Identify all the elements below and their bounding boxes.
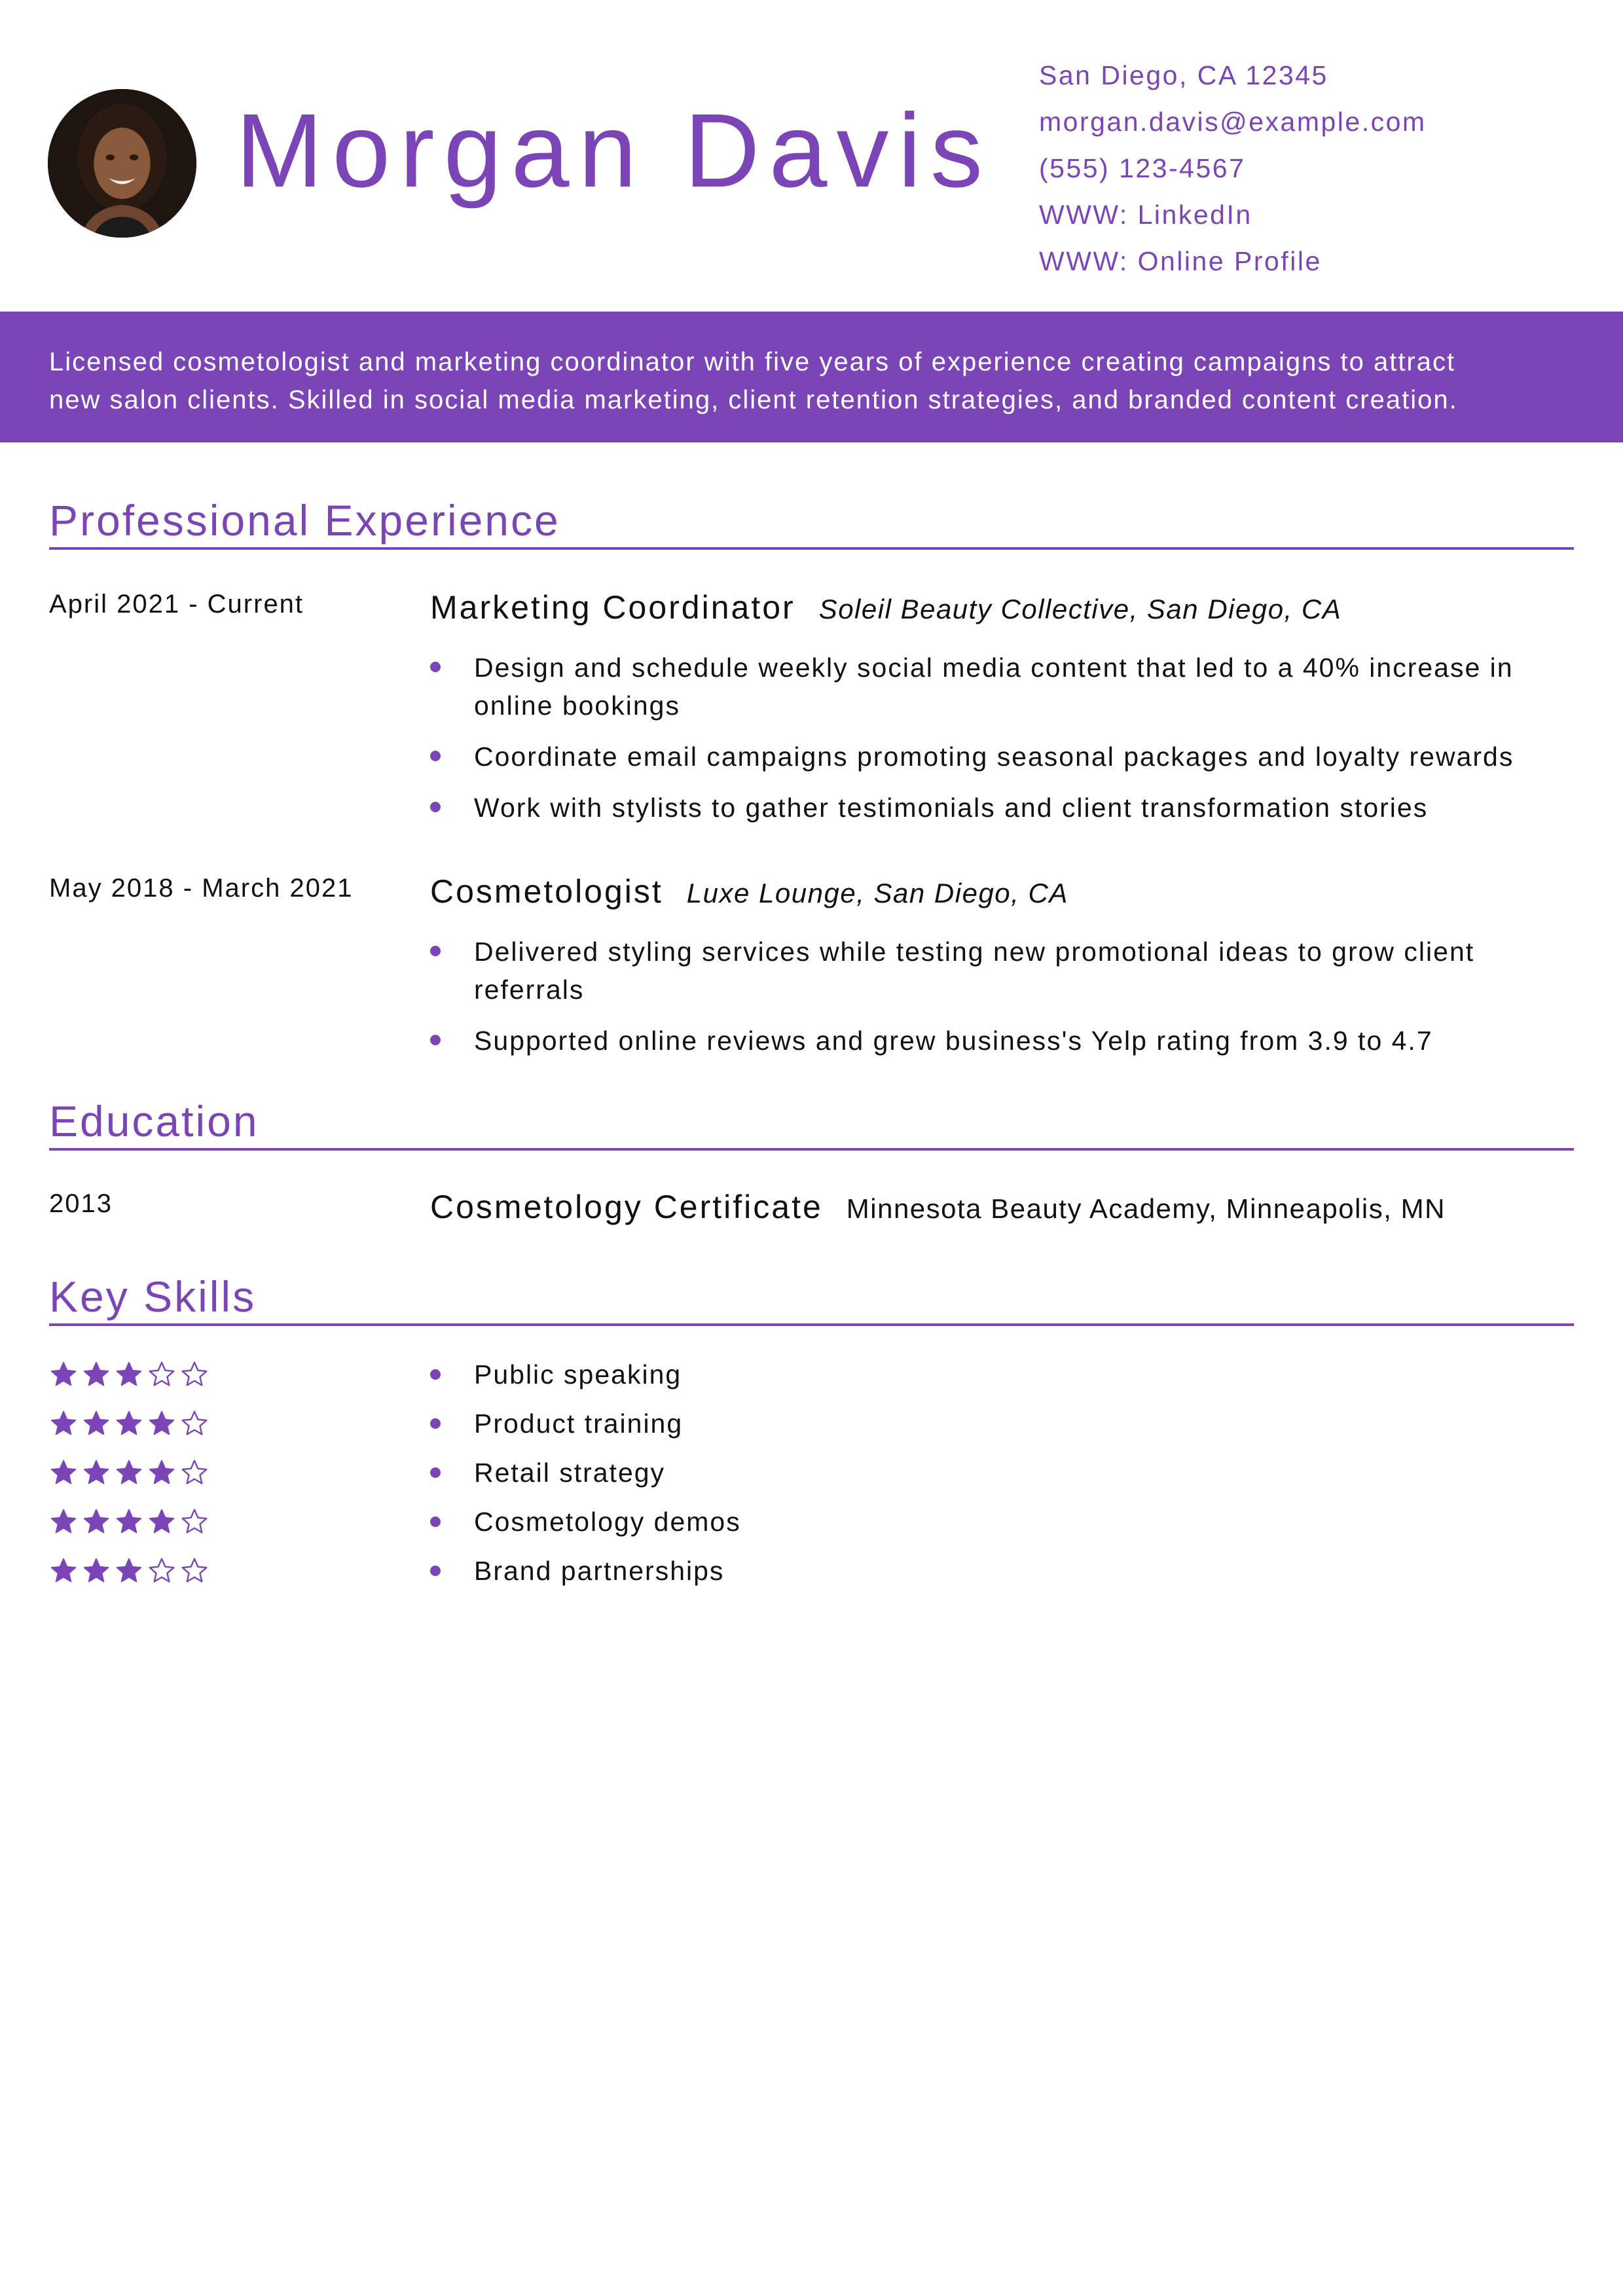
- summary-band: [0, 312, 1623, 442]
- star-filled-icon: [49, 1507, 78, 1536]
- job-bullets: [430, 649, 1574, 827]
- job-dates: April 2021 - Current: [49, 590, 304, 619]
- bullet-dot-icon: [430, 1516, 441, 1527]
- star-empty-icon: [180, 1556, 209, 1585]
- star-filled-icon: [115, 1556, 143, 1585]
- school-name: Minnesota Beauty Academy, Minneapolis, MN: [846, 1193, 1446, 1224]
- summary-line: Licensed cosmetologist and marketing coordinator with five years of experience creating campaigns to attract: [49, 348, 1456, 376]
- skill-row: [0, 1355, 1623, 1394]
- bullet-dot-icon: [430, 662, 441, 672]
- section-title: Professional Experience: [49, 496, 560, 545]
- skill-rating: [49, 1360, 213, 1389]
- star-filled-icon: [115, 1458, 143, 1487]
- job-bullet: [430, 649, 1574, 725]
- contact-profile-link[interactable]: WWW: Online Profile: [1039, 246, 1322, 276]
- profile-photo: [48, 89, 196, 238]
- contact-linkedin-link[interactable]: WWW: LinkedIn: [1039, 200, 1252, 230]
- bullet-dot-icon: [430, 1566, 441, 1576]
- job-title-line: [430, 872, 1574, 920]
- skill-name: [430, 1502, 741, 1541]
- job-title: Cosmetologist: [430, 873, 663, 910]
- contact-list: [1039, 52, 1427, 285]
- contact-address: San Diego, CA 12345: [1039, 60, 1328, 90]
- star-filled-icon: [49, 1556, 78, 1585]
- education-title-line: [430, 1187, 1574, 1235]
- bullet-text: Design and schedule weekly social media content that led to a 40% increase in online bookings: [474, 653, 1514, 721]
- skills-section-heading: [49, 1270, 1574, 1326]
- star-filled-icon: [82, 1507, 111, 1536]
- bullet-text: Delivered styling services while testing new promotional ideas to grow client referrals: [474, 937, 1475, 1005]
- skill-label: Retail strategy: [474, 1458, 666, 1488]
- star-filled-icon: [147, 1458, 176, 1487]
- star-empty-icon: [180, 1507, 209, 1536]
- skill-rating: [49, 1556, 213, 1585]
- skill-name: [430, 1404, 683, 1443]
- candidate-name: Morgan Davis: [236, 92, 993, 209]
- star-filled-icon: [49, 1409, 78, 1438]
- job-details: [430, 588, 1574, 840]
- section-title: Education: [49, 1097, 259, 1145]
- degree-title: Cosmetology Certificate: [430, 1189, 823, 1225]
- star-empty-icon: [147, 1556, 176, 1585]
- star-filled-icon: [115, 1409, 143, 1438]
- skill-rating: [49, 1458, 213, 1487]
- star-empty-icon: [180, 1409, 209, 1438]
- summary-line: new salon clients. Skilled in social media marketing, client retention strategies, and branded content creation.: [49, 386, 1458, 414]
- star-filled-icon: [147, 1507, 176, 1536]
- bullet-dot-icon: [430, 1418, 441, 1429]
- star-filled-icon: [82, 1409, 111, 1438]
- star-filled-icon: [147, 1409, 176, 1438]
- star-filled-icon: [49, 1458, 78, 1487]
- job-employer: Luxe Lounge, San Diego, CA: [686, 878, 1068, 908]
- job-bullet: [430, 789, 1574, 827]
- job-title: Marketing Coordinator: [430, 589, 795, 626]
- bullet-dot-icon: [430, 1369, 441, 1380]
- contact-phone: (555) 123-4567: [1039, 153, 1246, 183]
- bullet-dot-icon: [430, 802, 441, 812]
- star-empty-icon: [180, 1360, 209, 1389]
- bullet-dot-icon: [430, 946, 441, 956]
- bullet-text: Work with stylists to gather testimonials and client transformation stories: [474, 793, 1429, 823]
- skill-label: Brand partnerships: [474, 1556, 725, 1586]
- education-year: 2013: [49, 1189, 113, 1218]
- bullet-dot-icon: [430, 1467, 441, 1478]
- skill-row: [0, 1502, 1623, 1541]
- skill-row: [0, 1453, 1623, 1492]
- star-filled-icon: [115, 1360, 143, 1389]
- skill-row: [0, 1551, 1623, 1590]
- education-section-heading: [49, 1094, 1574, 1151]
- bullet-dot-icon: [430, 1035, 441, 1045]
- star-filled-icon: [115, 1507, 143, 1536]
- star-filled-icon: [82, 1458, 111, 1487]
- skill-label: Product training: [474, 1408, 684, 1439]
- job-bullet: [430, 738, 1574, 776]
- star-empty-icon: [147, 1360, 176, 1389]
- contact-email[interactable]: morgan.davis@example.com: [1039, 107, 1427, 137]
- star-empty-icon: [180, 1458, 209, 1487]
- skill-name: [430, 1453, 665, 1492]
- bullet-dot-icon: [430, 751, 441, 761]
- skill-rating: [49, 1507, 213, 1536]
- person-photo-icon: [48, 89, 196, 238]
- bullet-text: Supported online reviews and grew business's Yelp rating from 3.9 to 4.7: [474, 1026, 1433, 1056]
- skill-name: [430, 1551, 724, 1590]
- skill-label: Public speaking: [474, 1359, 682, 1390]
- skill-label: Cosmetology demos: [474, 1507, 741, 1537]
- job-employer: Soleil Beauty Collective, San Diego, CA: [818, 594, 1342, 624]
- skill-row: [0, 1404, 1623, 1443]
- job-bullet: [430, 1022, 1574, 1060]
- job-bullet: [430, 933, 1574, 1009]
- section-title: Key Skills: [49, 1272, 257, 1321]
- skill-rating: [49, 1409, 213, 1438]
- star-filled-icon: [82, 1360, 111, 1389]
- skill-name: [430, 1355, 682, 1394]
- job-title-line: [430, 588, 1574, 636]
- job-dates: May 2018 - March 2021: [49, 874, 354, 903]
- bullet-text: Coordinate email campaigns promoting seasonal packages and loyalty rewards: [474, 742, 1514, 772]
- job-bullets: [430, 933, 1574, 1060]
- education-details: [430, 1187, 1574, 1235]
- experience-section-heading: [49, 493, 1574, 550]
- star-filled-icon: [49, 1360, 78, 1389]
- star-filled-icon: [82, 1556, 111, 1585]
- job-details: [430, 872, 1574, 1073]
